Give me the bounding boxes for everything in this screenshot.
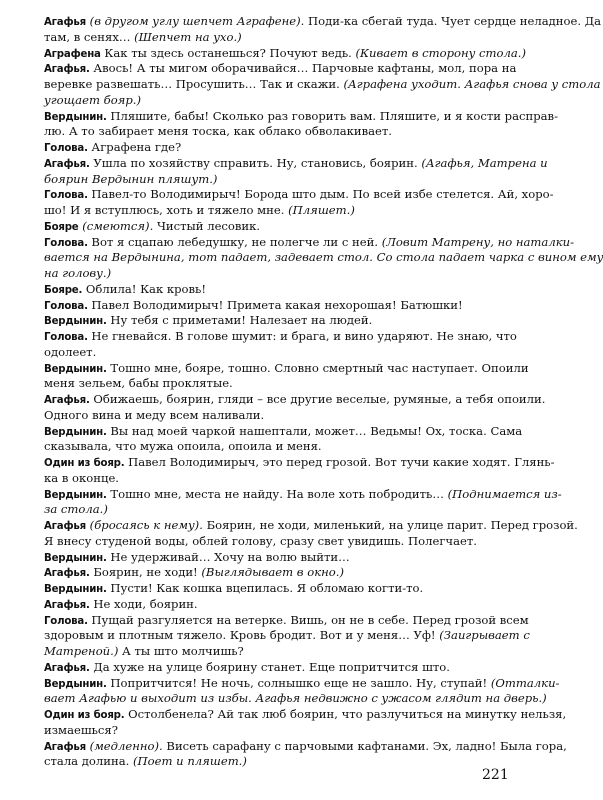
dialogue-text: Попритчится! Не ночь, солнышко еще не зашло. Ну, ступай! (106, 675, 491, 690)
text-line (44, 581, 513, 597)
text-line (44, 203, 513, 219)
dialogue-text: одолеет. (44, 344, 97, 359)
text-line (44, 628, 530, 644)
stage-direction: (бросаясь к нему). (85, 518, 203, 532)
text-line (44, 439, 513, 455)
stage-direction: (Заигрывает с (439, 628, 530, 643)
text-line (44, 93, 513, 109)
text-line (44, 329, 517, 345)
stage-direction: (Поет и пляшет.) (133, 754, 247, 769)
text-line (44, 30, 513, 46)
dialogue-text: измаешься? (44, 722, 118, 737)
text-line (44, 518, 578, 534)
text-line (44, 612, 529, 629)
text-line (44, 282, 513, 298)
dialogue-text: Вот я сцапаю лебедушку, не полегче ли с ней. (87, 234, 382, 249)
text-line (44, 471, 513, 487)
stage-direction: угощает бояр.) (44, 92, 141, 107)
text-line (44, 234, 575, 251)
speaker-name: Вердынин. (44, 489, 107, 501)
dialogue-text: шо! И я вступлюсь, хоть и тяжело мне. (44, 203, 289, 217)
stage-direction: Матреной.) (44, 644, 119, 658)
dialogue-text: ка в оконце. (44, 470, 119, 485)
text-line (44, 187, 554, 203)
speaker-name: Один из бояр. (44, 458, 125, 469)
speaker-name: Агафья (44, 521, 86, 532)
speaker-name: Бояре. (44, 284, 83, 296)
dialogue-text: Павел Володимирыч! Примета какая нехорошая! Батюшки! (87, 297, 463, 312)
text-line (44, 360, 529, 377)
text-line (44, 455, 555, 471)
dialogue-text: стала долина. (44, 754, 134, 769)
speaker-name: Агафья. (44, 64, 90, 76)
stage-direction: боярин Вердынин пляшут.) (44, 171, 218, 186)
dialogue-text: Павел Володимирыч, это перед грозой. Вот тучи какие ходят. Глянь- (124, 455, 555, 469)
play-text (44, 14, 603, 770)
speaker-name: Вердынин. (44, 111, 107, 123)
text-line (44, 565, 513, 581)
speaker-name: Вердынин. (44, 363, 107, 375)
text-line (44, 345, 513, 361)
dialogue-text: Пущай разгуляется на ветерке. Вишь, он не в себе. Перед грозой всем (87, 612, 529, 627)
speaker-name: Вердынин. (44, 584, 107, 595)
speaker-name: Голова. (44, 143, 88, 154)
stage-direction: (Пляшет.) (288, 203, 355, 217)
dialogue-text: Не гневайся. В голове шумит: и брага, и вино ударяют. Не знаю, что (87, 329, 517, 343)
speaker-name: Голова. (44, 332, 88, 343)
stage-direction: (Ловит Матрену, но наталки- (381, 234, 575, 249)
text-line (44, 250, 603, 266)
text-line (44, 423, 523, 440)
dialogue-text: Остолбенела? Ай так люб боярин, что разлучиться на минутку нельзя, (124, 707, 567, 721)
dialogue-text: Тошно мне, места не найду. На воле хоть побродить… (106, 486, 448, 501)
stage-direction: (Отталки- (490, 675, 560, 690)
dialogue-text: А ты што молчишь? (118, 644, 244, 658)
dialogue-text: веревке развешать… Просушить… Так и скажи. (44, 77, 344, 91)
text-line (44, 376, 513, 392)
text-line (44, 691, 547, 707)
speaker-name: Голова. (44, 615, 88, 627)
dialogue-text: Как ты здесь останешься? Почуют ведь. (100, 45, 356, 60)
speaker-name: Агафья. (44, 568, 90, 580)
text-line (44, 550, 513, 566)
speaker-name: Вердынин. (44, 426, 107, 438)
dialogue-text: Не удерживай… Хочу на волю выйти… (106, 549, 350, 564)
text-line (44, 266, 513, 282)
stage-direction: (смеются). (78, 218, 154, 233)
text-line (44, 660, 513, 676)
speaker-name: Агафья. (44, 158, 90, 170)
text-line (44, 298, 513, 314)
text-line (44, 597, 513, 613)
dialogue-text: Тошно мне, бояре, тошно. Словно смертный час наступает. Опоили (106, 360, 529, 375)
dialogue-text: меня зельем, бабы проклятые. (44, 376, 233, 391)
stage-direction: (Агафья, Матрена и (421, 155, 548, 170)
stage-direction: (медленно). (85, 738, 163, 753)
dialogue-text: Чистый лесовик. (153, 218, 261, 233)
speaker-name: Вердынин. (44, 316, 107, 328)
speaker-name: Голова. (44, 300, 88, 312)
text-line (44, 108, 558, 125)
dialogue-text: Я внесу студеной воды, облей голову, сразу свет увидишь. Полегчает. (44, 533, 477, 548)
dialogue-text: Висеть сарафану с парчовыми кафтанами. Эх, ладно! Была гора, (162, 738, 567, 753)
dialogue-text: Да хуже на улице боярину станет. Еще попритчится што. (89, 659, 450, 674)
speaker-name: Агафья (44, 741, 86, 753)
speaker-name: Агафья. (44, 599, 90, 611)
speaker-name: Голова. (44, 190, 88, 202)
stage-direction: (Выглядывает в окно.) (201, 565, 344, 580)
text-line (44, 675, 560, 692)
stage-direction: (Шепчет на ухо.) (134, 29, 242, 44)
stage-direction: (Поднимается из- (447, 486, 562, 501)
speaker-name: Вердынин. (44, 678, 107, 690)
text-line (44, 45, 527, 62)
text-line (44, 534, 513, 550)
text-line (44, 486, 562, 503)
stage-direction: на голову.) (44, 266, 112, 280)
dialogue-text: Поди-ка сбегай туда. Чует сердце неладное. Да (304, 14, 602, 28)
speaker-name: Агафья. (44, 395, 90, 406)
dialogue-text: Боярин, не ходи, миленький, на улице парит. Перед грозой. (202, 518, 578, 532)
speaker-name: Вердынин. (44, 552, 107, 564)
speaker-name: Один из бояр. (44, 710, 125, 721)
text-line (44, 408, 513, 424)
dialogue-text: Ну тебя с приметами! Налезает на людей. (106, 313, 373, 328)
dialogue-text: Пляшите, бабы! Сколько раз говорить вам. Пляшите, и я кости расправ- (106, 108, 558, 123)
text-line (44, 219, 513, 235)
dialogue-text: Ушла по хозяйству справить. Ну, становись, боярин. (89, 155, 422, 170)
text-line (44, 14, 602, 30)
dialogue-text: здоровым и плотным тяжело. Кровь бродит. Вот и у меня… Уф! (44, 628, 440, 643)
text-line (44, 738, 567, 755)
text-line (44, 172, 513, 188)
stage-direction: вает Агафью и выходит из избы. Агафья недвижно с ужасом глядит на дверь.) (44, 691, 547, 706)
text-line (44, 754, 513, 770)
stage-direction: (Кивает в сторону стола.) (355, 45, 527, 60)
dialogue-text: Облила! Как кровь! (82, 281, 207, 296)
dialogue-text: Авось! А ты мигом оборачивайся… Парчовые кафтаны, мол, пора на (89, 61, 517, 76)
text-line (44, 644, 513, 660)
dialogue-text: там, в сенях… (44, 29, 135, 44)
stage-direction: за стола.) (44, 502, 108, 517)
speaker-name: Агафья. (44, 662, 90, 674)
dialogue-text: лю. А то забирает меня тоска, как облако обволакивает. (44, 124, 392, 139)
text-line (44, 392, 546, 408)
dialogue-text: Обижаешь, боярин, гляди – все другие веселые, румяные, а тебя опоили. (89, 392, 546, 406)
speaker-name: Бояре (44, 221, 79, 233)
dialogue-text: Не ходи, боярин. (89, 596, 198, 611)
stage-direction: (в другом углу шепчет Аграфене). (85, 14, 305, 28)
speaker-name: Агафья (44, 17, 86, 28)
stage-direction: вается на Вердынина, тот падает, задевает стол. Со стола падает чарка с вином ему (44, 250, 603, 265)
dialogue-text: Боярин, не ходи! (89, 565, 202, 580)
dialogue-text: Павел-то Володимирыч! Борода што дым. По всей избе стелется. Ай, хоро- (87, 187, 554, 202)
text-line (44, 140, 513, 156)
text-line (44, 707, 567, 723)
text-line (44, 723, 513, 739)
text-line (44, 502, 513, 518)
dialogue-text: Одного вина и меду всем наливали. (44, 407, 265, 422)
dialogue-text: сказывала, что мужа опоила, опоила и меня. (44, 439, 322, 454)
text-line (44, 77, 601, 93)
text-line (44, 124, 513, 140)
text-line (44, 155, 548, 172)
speaker-name: Голова. (44, 237, 88, 249)
dialogue-text: Вы над моей чаркой нашептали, может… Ведьмы! Ох, тоска. Сама (106, 423, 523, 438)
dialogue-text: Аграфена где? (87, 140, 182, 154)
stage-direction: (Аграфена уходит. Агафья снова у стола (343, 77, 601, 91)
speaker-name: Аграфена (44, 48, 101, 60)
text-line (44, 313, 513, 329)
dialogue-text: Пусти! Как кошка вцепилась. Я обломаю когти-то. (106, 581, 424, 595)
page-number: 221 (482, 767, 509, 783)
text-line (44, 61, 517, 77)
